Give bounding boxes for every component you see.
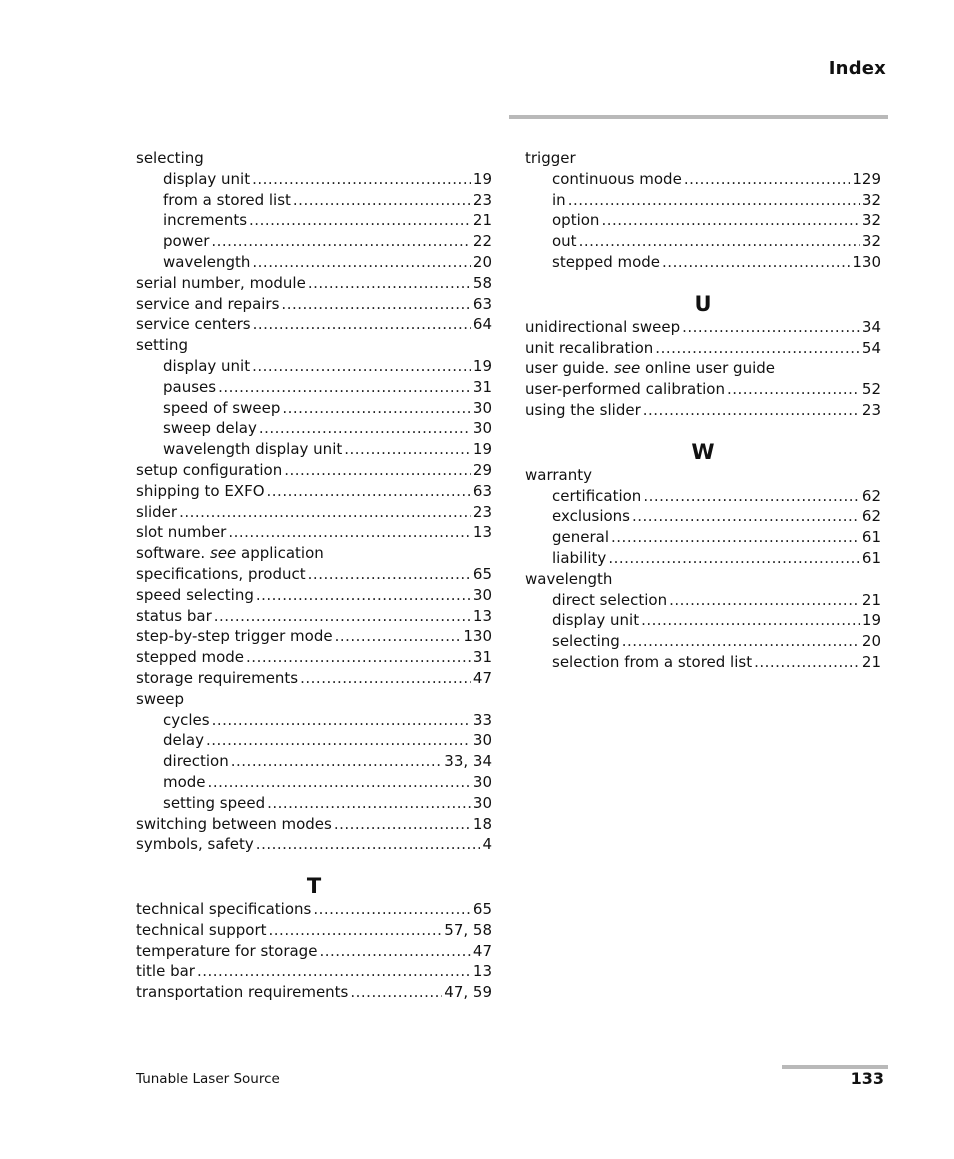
- index-term-text: wavelength display unit: [163, 440, 343, 459]
- index-term: [163, 418, 257, 439]
- index-term-text: stepped mode: [552, 252, 661, 271]
- index-page-numbers: 18: [472, 814, 492, 833]
- dot-leader: [601, 210, 859, 231]
- dot-leader: [208, 772, 471, 793]
- index-term: [136, 273, 306, 294]
- index-term: [163, 356, 250, 377]
- index-subentry: [525, 506, 881, 527]
- dot-leader: [267, 793, 471, 814]
- index-subentry: [136, 356, 492, 377]
- index-term-text: sweep: [136, 689, 185, 708]
- index-term-text: symbols, safety: [136, 835, 254, 854]
- dot-leader: [754, 652, 860, 673]
- index-page-numbers: 23: [861, 400, 881, 419]
- dot-leader: [568, 190, 860, 211]
- dot-leader: [252, 356, 471, 377]
- index-entry: [525, 148, 881, 169]
- index-see-reference: see: [209, 544, 237, 563]
- index-page-numbers: 23: [472, 190, 492, 209]
- index-page-numbers: 32: [861, 232, 881, 251]
- index-page-numbers: 30: [472, 772, 492, 791]
- index-entry: [136, 335, 492, 356]
- dot-leader: [212, 710, 471, 731]
- footer-page-number: 133: [850, 1069, 884, 1088]
- index-term-text: setting: [136, 336, 189, 355]
- index-term: [163, 772, 206, 793]
- index-entry: [525, 317, 881, 338]
- index-page-numbers: 62: [861, 486, 881, 505]
- index-subentry: [525, 631, 881, 652]
- index-entry: [136, 668, 492, 689]
- index-entry: [525, 569, 881, 590]
- index-subentry: [525, 652, 881, 673]
- index-term: [136, 689, 184, 710]
- index-term: [163, 710, 210, 731]
- index-term-text: selecting: [136, 149, 204, 167]
- index-term: [136, 564, 306, 585]
- dot-leader: [293, 190, 471, 211]
- index-page-numbers: 4: [482, 835, 492, 854]
- index-column-left: [136, 148, 492, 1003]
- index-subentry: [525, 548, 881, 569]
- index-term: [136, 543, 324, 564]
- index-term: [163, 751, 229, 772]
- dot-leader: [608, 548, 860, 569]
- index-term-text: exclusions: [552, 507, 630, 526]
- index-subentry: [525, 210, 881, 231]
- index-entry: [136, 314, 492, 335]
- dot-leader: [252, 252, 471, 273]
- index-term-text: speed of sweep: [163, 398, 281, 417]
- index-page-numbers: 130: [463, 627, 492, 646]
- index-term: [136, 294, 279, 315]
- index-page-numbers: 29: [472, 460, 492, 479]
- dot-leader: [662, 252, 850, 273]
- index-term: [163, 210, 247, 231]
- index-term: [136, 834, 254, 855]
- index-term: [163, 169, 250, 190]
- index-entry: [136, 481, 492, 502]
- index-term: [163, 793, 265, 814]
- index-subentry: [136, 210, 492, 231]
- index-term-text: continuous mode: [552, 169, 682, 188]
- dot-leader: [313, 899, 471, 920]
- index-subentry: [136, 377, 492, 398]
- index-term: [552, 231, 577, 252]
- index-term: [163, 377, 216, 398]
- index-page-numbers: 19: [472, 440, 492, 459]
- index-entry: [136, 606, 492, 627]
- dot-leader: [281, 294, 470, 315]
- header-rule: [509, 115, 888, 119]
- index-term-text: software.: [136, 544, 206, 563]
- index-term: [552, 610, 639, 631]
- index-entry: [525, 338, 881, 359]
- index-entry: [136, 294, 492, 315]
- index-subentry: [136, 751, 492, 772]
- index-subentry: [136, 190, 492, 211]
- index-subentry: [525, 169, 881, 190]
- index-term-text: certification: [552, 486, 642, 505]
- index-term: [136, 941, 317, 962]
- index-term-text: transportation requirements: [136, 983, 349, 1002]
- index-term: [136, 606, 212, 627]
- dot-leader: [179, 502, 471, 523]
- index-entry: [136, 148, 492, 169]
- index-term-text: step-by-step trigger mode: [136, 627, 333, 646]
- index-term-text: display unit: [163, 356, 251, 375]
- dot-leader: [214, 606, 471, 627]
- index-term: [552, 169, 682, 190]
- index-term: [525, 400, 641, 421]
- index-term: [552, 652, 752, 673]
- index-page-numbers: 33, 34: [444, 752, 492, 771]
- dot-leader: [252, 169, 471, 190]
- index-term-text: option: [552, 211, 600, 230]
- index-term: [136, 314, 251, 335]
- footer-product-name: Tunable Laser Source: [136, 1071, 280, 1087]
- dot-leader: [267, 481, 471, 502]
- index-term: [136, 982, 348, 1003]
- index-see-reference: see: [613, 359, 641, 378]
- index-term-text: title bar: [136, 962, 195, 981]
- index-term: [136, 920, 267, 941]
- index-letter-heading: W: [691, 439, 715, 464]
- index-page-numbers: 65: [472, 564, 492, 583]
- index-subentry: [136, 252, 492, 273]
- index-term-text: serial number, module: [136, 273, 306, 292]
- dot-leader: [231, 751, 443, 772]
- index-term-text: selecting: [552, 632, 620, 651]
- index-term-text: increments: [163, 211, 248, 230]
- index-page-numbers: 57, 58: [444, 920, 492, 939]
- index-term: [136, 585, 254, 606]
- index-term: [136, 522, 226, 543]
- index-subentry: [136, 772, 492, 793]
- dot-leader: [319, 941, 470, 962]
- index-term: [163, 398, 280, 419]
- index-page-numbers: 61: [861, 528, 881, 547]
- index-term-text: setting speed: [163, 793, 266, 812]
- dot-leader: [282, 398, 471, 419]
- dot-leader: [253, 314, 471, 335]
- dot-leader: [256, 585, 471, 606]
- index-page-numbers: 22: [472, 232, 492, 251]
- index-page-numbers: 20: [861, 632, 881, 651]
- index-term-text: stepped mode: [136, 648, 245, 667]
- dot-leader: [335, 626, 462, 647]
- index-term-text: from a stored list: [163, 190, 291, 209]
- dot-leader: [334, 814, 471, 835]
- index-page-numbers: 61: [861, 548, 881, 567]
- index-term-text: unit recalibration: [525, 338, 654, 357]
- index-subentry: [525, 231, 881, 252]
- index-page-numbers: 30: [472, 585, 492, 604]
- dot-leader: [197, 961, 471, 982]
- index-page-numbers: 31: [472, 648, 492, 667]
- index-term-text: liability: [552, 548, 607, 567]
- index-term: [525, 379, 725, 400]
- index-term: [525, 317, 680, 338]
- index-entry: [525, 400, 881, 421]
- index-term-text: temperature for storage: [136, 941, 318, 960]
- index-entry: [525, 379, 881, 400]
- index-term-text: technical support: [136, 920, 267, 939]
- index-page-numbers: 13: [472, 523, 492, 542]
- dot-leader: [218, 377, 471, 398]
- index-term-text: status bar: [136, 606, 212, 625]
- index-term-text: cycles: [163, 710, 210, 729]
- index-page-numbers: 23: [472, 502, 492, 521]
- index-subentry: [136, 793, 492, 814]
- dot-leader: [641, 610, 860, 631]
- dot-leader: [249, 210, 471, 231]
- dot-leader: [643, 400, 860, 421]
- index-page-numbers: 30: [472, 731, 492, 750]
- index-term-text: user-performed calibration: [525, 380, 725, 399]
- index-subentry: [136, 169, 492, 190]
- dot-leader: [300, 668, 471, 689]
- index-term-text: technical specifications: [136, 900, 312, 919]
- index-term: [525, 148, 576, 169]
- dot-leader: [228, 522, 471, 543]
- index-page-numbers: 30: [472, 419, 492, 438]
- index-page-numbers: 47: [472, 941, 492, 960]
- index-page-numbers: 64: [472, 315, 492, 334]
- index-entry: [136, 834, 492, 855]
- index-page-numbers: 31: [472, 377, 492, 396]
- index-term-text: pauses: [163, 377, 217, 396]
- index-term-text: user guide.: [525, 359, 610, 378]
- index-term-text: trigger: [525, 149, 576, 167]
- index-see-target: online user guide: [645, 359, 776, 378]
- index-subentry: [136, 730, 492, 751]
- index-page-numbers: 52: [861, 380, 881, 399]
- dot-leader: [622, 631, 860, 652]
- index-page-numbers: 19: [472, 169, 492, 188]
- index-entry: [136, 502, 492, 523]
- index-term-text: delay: [163, 731, 204, 750]
- index-term: [552, 527, 609, 548]
- index-entry: [136, 920, 492, 941]
- dot-leader: [308, 273, 471, 294]
- index-term-text: selection from a stored list: [552, 652, 753, 671]
- index-entry: [525, 465, 881, 486]
- index-term-text: using the slider: [525, 400, 641, 419]
- index-term: [552, 252, 660, 273]
- index-entry: [136, 941, 492, 962]
- index-term-text: service and repairs: [136, 294, 280, 313]
- index-term-text: wavelength: [163, 252, 251, 271]
- index-term-text: power: [163, 232, 210, 251]
- index-term: [136, 626, 333, 647]
- index-term-text: shipping to EXFO: [136, 481, 265, 500]
- index-term-text: direct selection: [552, 590, 668, 609]
- dot-leader: [632, 506, 860, 527]
- index-term: [136, 814, 332, 835]
- index-term-text: service centers: [136, 315, 251, 334]
- index-term: [163, 439, 342, 460]
- index-letter-heading: T: [306, 874, 322, 899]
- index-term-text: warranty: [525, 465, 592, 484]
- index-page-numbers: 20: [472, 252, 492, 271]
- index-page-numbers: 19: [861, 611, 881, 630]
- dot-leader: [284, 460, 471, 481]
- index-term: [136, 668, 298, 689]
- index-term: [525, 338, 653, 359]
- index-term: [136, 899, 311, 920]
- index-subentry: [136, 439, 492, 460]
- dot-leader: [350, 982, 442, 1003]
- dot-leader: [259, 418, 471, 439]
- index-page-numbers: 32: [861, 211, 881, 230]
- index-page-numbers: 62: [861, 507, 881, 526]
- index-term: [163, 190, 291, 211]
- dot-leader: [643, 486, 860, 507]
- index-subentry: [136, 231, 492, 252]
- dot-leader: [246, 647, 471, 668]
- index-term: [136, 148, 204, 169]
- index-term-text: general: [552, 528, 610, 547]
- index-page-numbers: 30: [472, 398, 492, 417]
- index-term-text: mode: [163, 772, 206, 791]
- index-column-right: [525, 148, 881, 673]
- index-entry: [136, 899, 492, 920]
- index-letter-heading: U: [694, 291, 712, 316]
- dot-leader: [206, 730, 471, 751]
- index-subentry: [136, 398, 492, 419]
- index-page-numbers: 34: [861, 317, 881, 336]
- index-entry: [136, 814, 492, 835]
- index-term: [136, 335, 188, 356]
- index-term-text: speed selecting: [136, 585, 254, 604]
- dot-leader: [269, 920, 443, 941]
- index-entry: [136, 961, 492, 982]
- index-page-numbers: 32: [861, 190, 881, 209]
- index-page-numbers: 47: [472, 668, 492, 687]
- index-entry: [136, 982, 492, 1003]
- index-term: [136, 961, 195, 982]
- index-subentry: [525, 486, 881, 507]
- index-term: [552, 631, 620, 652]
- index-page-numbers: 33: [472, 710, 492, 729]
- index-page-numbers: 30: [472, 793, 492, 812]
- dot-leader: [682, 317, 860, 338]
- index-term: [552, 486, 641, 507]
- index-page-numbers: 129: [852, 169, 881, 188]
- index-page-numbers: 130: [852, 252, 881, 271]
- dot-leader: [344, 439, 471, 460]
- index-term-text: display unit: [552, 611, 640, 630]
- dot-leader: [727, 379, 860, 400]
- index-term: [163, 231, 209, 252]
- index-subentry: [525, 190, 881, 211]
- index-term-text: in: [552, 190, 566, 209]
- index-term-text: slot number: [136, 523, 227, 542]
- index-term: [163, 252, 250, 273]
- dot-leader: [579, 231, 860, 252]
- index-term: [552, 590, 667, 611]
- index-page-numbers: 19: [472, 356, 492, 375]
- index-entry: [136, 647, 492, 668]
- index-page-numbers: 65: [472, 900, 492, 919]
- index-term-text: out: [552, 232, 577, 251]
- index-term: [552, 506, 630, 527]
- index-entry: [136, 460, 492, 481]
- dot-leader: [308, 564, 471, 585]
- index-subentry: [525, 610, 881, 631]
- index-page-numbers: 13: [472, 606, 492, 625]
- index-term: [552, 190, 566, 211]
- index-entry: [136, 626, 492, 647]
- index-page-numbers: 47, 59: [444, 983, 492, 1002]
- index-term: [552, 210, 599, 231]
- index-subentry: [136, 418, 492, 439]
- index-see-target: application: [241, 544, 324, 563]
- index-subentry: [525, 590, 881, 611]
- dot-leader: [611, 527, 860, 548]
- index-page-numbers: 58: [472, 273, 492, 292]
- index-subentry: [525, 527, 881, 548]
- dot-leader: [655, 338, 860, 359]
- index-term: [136, 502, 177, 523]
- index-term: [136, 481, 265, 502]
- index-term: [163, 730, 204, 751]
- index-term: [552, 548, 606, 569]
- index-page-numbers: 21: [861, 652, 881, 671]
- dot-leader: [684, 169, 851, 190]
- index-term: [136, 647, 244, 668]
- index-entry: [136, 543, 492, 564]
- index-term-text: unidirectional sweep: [525, 317, 681, 336]
- index-term-text: storage requirements: [136, 668, 299, 687]
- index-term-text: specifications, product: [136, 564, 306, 583]
- index-entry: [136, 273, 492, 294]
- index-entry: [136, 689, 492, 710]
- index-subentry: [525, 252, 881, 273]
- index-term: [525, 358, 775, 379]
- index-term-text: display unit: [163, 169, 251, 188]
- index-term-text: sweep delay: [163, 419, 257, 438]
- index-entry: [136, 585, 492, 606]
- dot-leader: [669, 590, 860, 611]
- index-entry: [136, 522, 492, 543]
- index-term-text: slider: [136, 502, 178, 521]
- index-page-numbers: 13: [472, 962, 492, 981]
- index-term-text: setup configuration: [136, 460, 283, 479]
- index-page-numbers: 63: [472, 481, 492, 500]
- index-subentry: [136, 710, 492, 731]
- page-header-title: Index: [828, 58, 886, 79]
- index-term-text: wavelength: [525, 569, 613, 588]
- dot-leader: [256, 834, 481, 855]
- index-page-numbers: 54: [861, 338, 881, 357]
- index-term: [525, 569, 612, 590]
- dot-leader: [211, 231, 471, 252]
- index-page-numbers: 63: [472, 294, 492, 313]
- index-entry: [136, 564, 492, 585]
- index-term-text: direction: [163, 752, 229, 771]
- index-page-numbers: 21: [472, 211, 492, 230]
- index-term-text: switching between modes: [136, 814, 332, 833]
- index-page-numbers: 21: [861, 590, 881, 609]
- index-entry: [525, 358, 881, 379]
- index-term: [525, 465, 592, 486]
- index-term: [136, 460, 282, 481]
